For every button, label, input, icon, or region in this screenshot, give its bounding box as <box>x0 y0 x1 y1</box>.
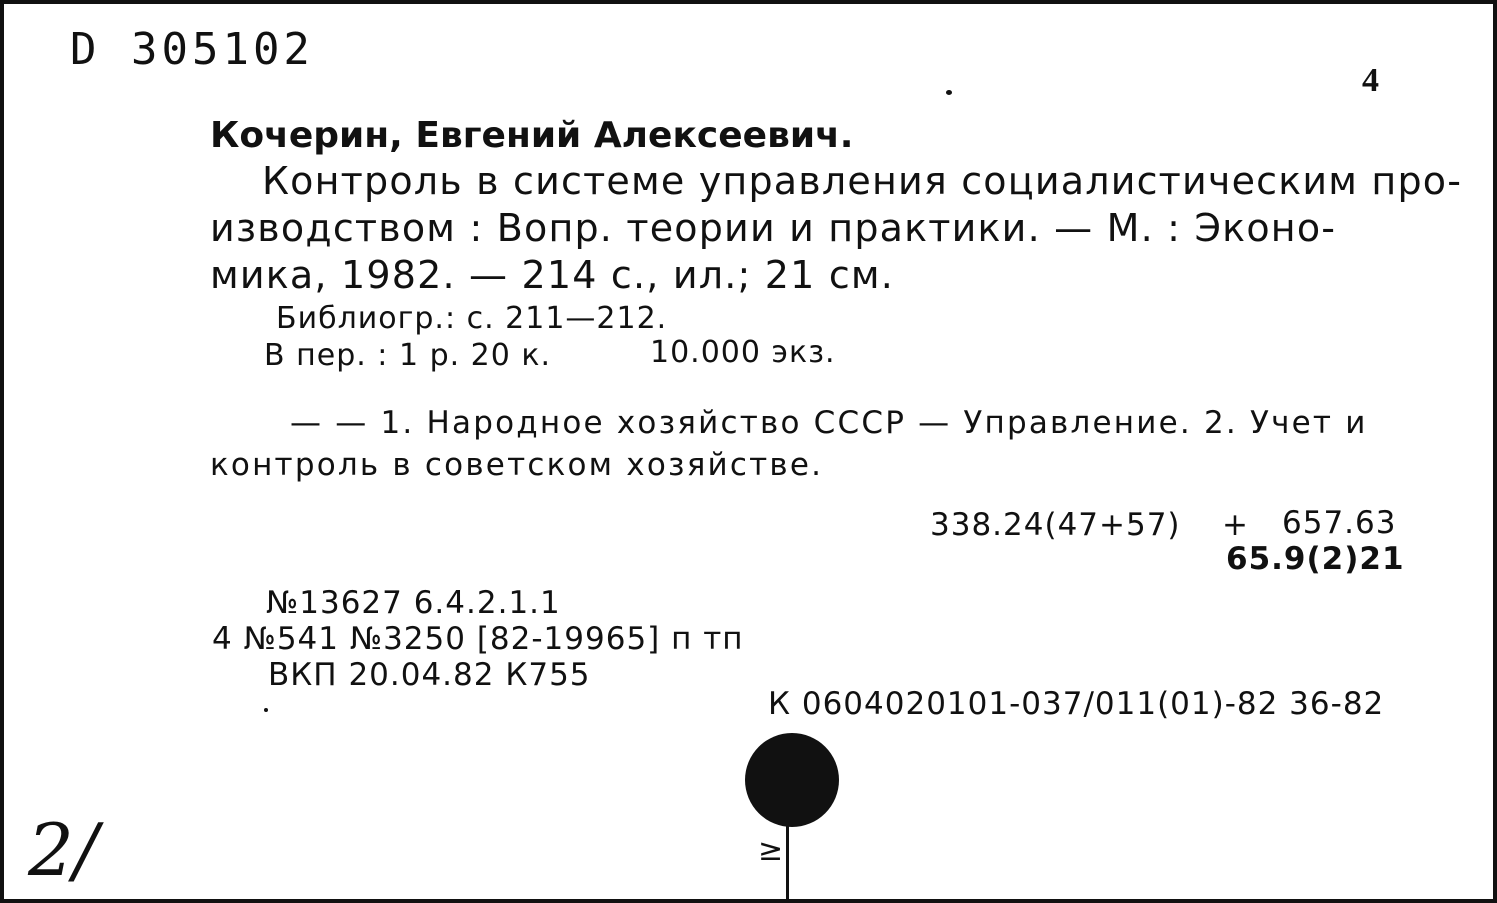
title-line-2: изводством : Вопр. теории и практики. — М. : Эконо- <box>210 206 1337 250</box>
copies-note: 10.000 экз. <box>650 335 836 370</box>
service-line-1: №13627 6.4.2.1.1 <box>266 585 561 621</box>
title-line-3: мика, 1982. — 214 с., ил.; 21 см. <box>210 253 895 297</box>
title-line-1: Контроль в системе управления социалистическим про- <box>262 159 1463 203</box>
plus-sign: + <box>1222 507 1249 543</box>
bbk-code: 65.9(2)21 <box>1226 541 1405 577</box>
class-code: 657.63 <box>1282 505 1397 541</box>
service-line-2: 4 №541 №3250 [82-19965] п тп <box>212 621 744 657</box>
service-line-3: ВКП 20.04.82 К755 <box>268 657 591 693</box>
handwritten-number: D 305102 <box>70 24 314 75</box>
udc-code: 338.24(47+57) <box>930 507 1181 543</box>
speck-dot <box>946 90 952 95</box>
hole-slit <box>786 804 789 899</box>
publisher-code: К 0604020101-037/011(01)-82 36-82 <box>768 686 1385 722</box>
handwritten-mark: 2/ <box>28 808 99 892</box>
subject-line-1: — — 1. Народное хозяйство СССР — Управление. 2. Учет и <box>290 405 1368 441</box>
bibliography-note: Библиогр.: с. 211—212. <box>276 301 668 336</box>
card-number: 4 <box>1362 62 1379 99</box>
price-note: В пер. : 1 р. 20 к. <box>264 338 552 373</box>
hole-mark: ≥ <box>758 833 784 868</box>
author-heading: Кочерин, Евгений Алексеевич. <box>210 115 854 156</box>
speck-dot <box>264 708 268 712</box>
subject-line-2: контроль в советском хозяйстве. <box>210 447 824 483</box>
punched-hole <box>745 733 839 827</box>
